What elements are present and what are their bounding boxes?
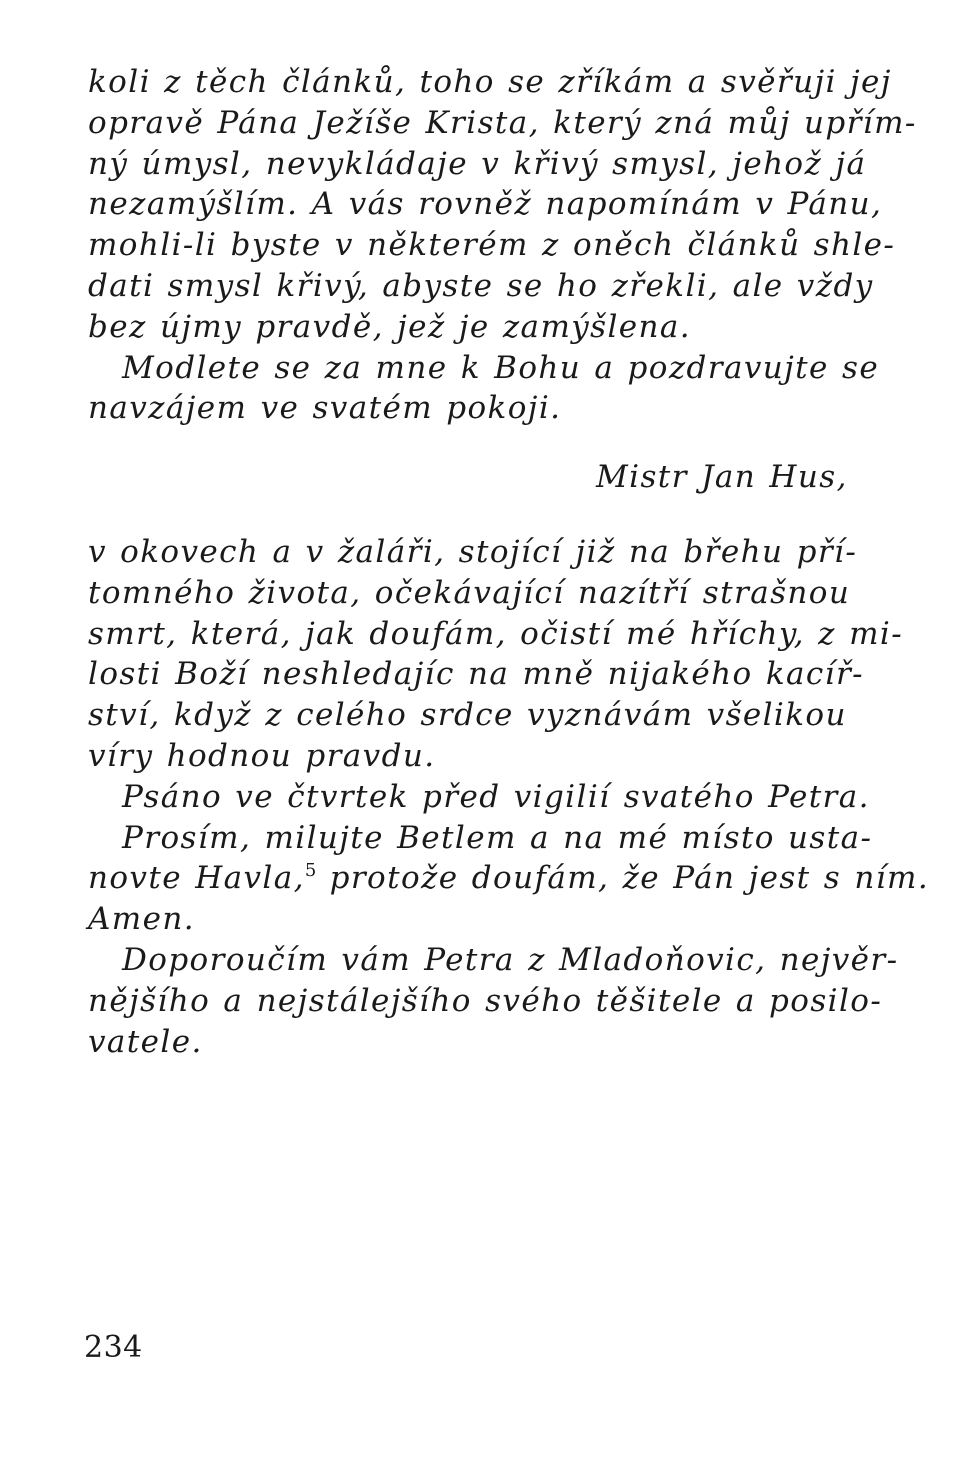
paragraph-retraction — [88, 62, 917, 348]
text-line: losti Boží neshledajíc na mně nijakého kacíř- — [88, 656, 865, 693]
text-line: ný úmysl, nevykládaje v křivý smysl, jehož já — [88, 145, 867, 182]
text-line: navzájem ve svatém pokoji. — [88, 390, 562, 427]
text-line: Psáno ve čtvrtek před vigilií svatého Petra. — [122, 778, 870, 815]
text-line: Prosím, milujte Betlem a na mé místo usta- — [122, 819, 873, 856]
footnote-marker[interactable]: 5 — [304, 860, 317, 882]
spacer — [88, 429, 888, 457]
text-line: vatele. — [88, 1023, 203, 1060]
text-line: dati smysl křivý, abyste se ho zřekli, ale vždy — [88, 267, 874, 304]
text-line: Modlete se za mne k Bohu a pozdravujte se — [122, 349, 880, 386]
text-line: Doporoučím vám Petra z Mladoňovic, nejvěr- — [122, 941, 899, 978]
text-line: nějšího a nejstálejšího svého těšitele a posilo- — [88, 982, 883, 1019]
paragraph-betlem — [88, 818, 930, 940]
text-line: nezamýšlím. A vás rovněž napomínám v Pánu, — [88, 186, 883, 223]
paragraph-recommendation — [88, 940, 899, 1062]
text-line: ství, když z celého srdce vyznávám všelikou — [88, 697, 847, 734]
text-fragment: protože doufám, že Pán jest s ním. — [316, 860, 930, 897]
text-line: v okovech a v žaláři, stojící již na břehu pří- — [88, 533, 858, 570]
text-line: bez újmy pravdě, jež je zamýšlena. — [88, 308, 692, 345]
text-line: tomného života, očekávající nazítří strašnou — [88, 574, 851, 611]
text-line: víry hodnou pravdu. — [88, 737, 436, 774]
text-line-with-footnote — [88, 858, 930, 899]
signature: Mistr Jan Hus, — [596, 459, 848, 496]
text-line: smrt, která, jak doufám, očistí mé hříchy, z mi- — [88, 615, 904, 652]
paragraph-imprisonment — [88, 532, 904, 777]
paragraph-date — [88, 777, 888, 818]
text-fragment: novte Havla, — [88, 860, 305, 897]
text-line: opravě Pána Ježíše Krista, který zná můj upřím- — [88, 104, 917, 141]
text-line: Amen. — [88, 901, 195, 938]
page-number: 234 — [84, 1330, 143, 1365]
text-line: koli z těch článků, toho se zříkám a svěřuji jej — [88, 64, 892, 100]
spacer — [88, 498, 888, 532]
paragraph-prayer — [88, 348, 888, 430]
letter-text — [88, 62, 930, 1062]
text-line: mohli-li byste v některém z oněch článků shle- — [88, 227, 896, 264]
